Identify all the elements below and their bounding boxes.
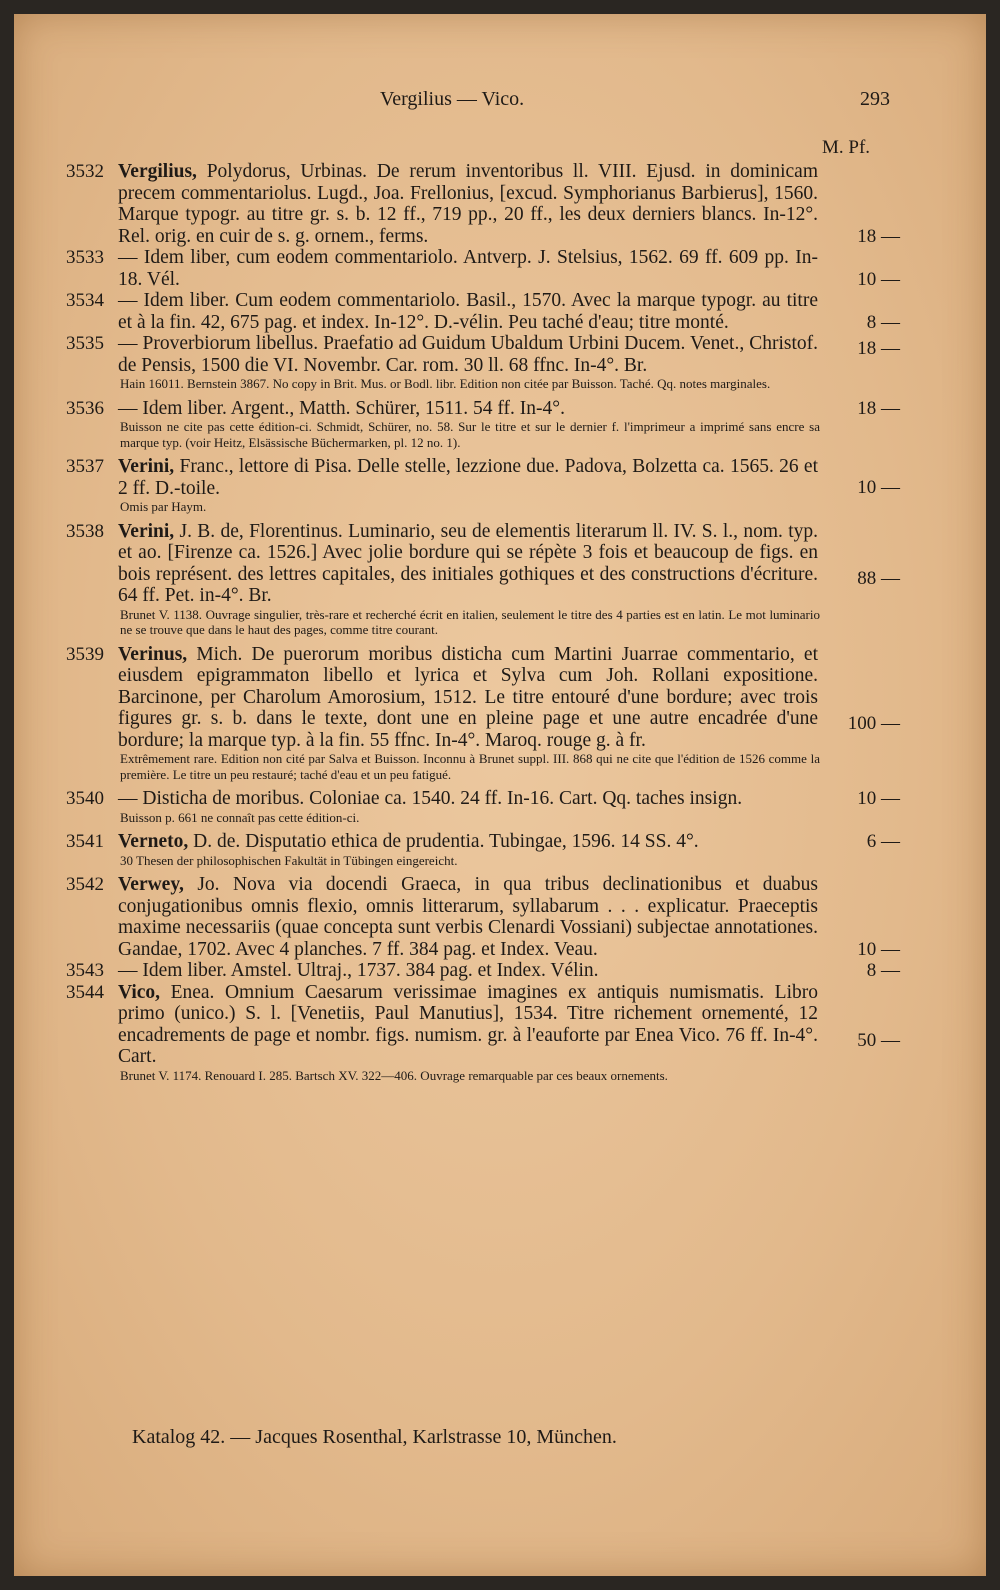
entry-price: 10 — (857, 477, 900, 498)
catalog-entry (14, 290, 986, 333)
entry-number: 3540 (66, 788, 104, 809)
catalog-footer: Katalog 42. — Jacques Rosenthal, Karlstrasse 10, München. (132, 1426, 617, 1448)
entry-number: 3542 (66, 874, 104, 895)
entry-text: D. de. Disputatio ethica de prudentia. Tubingae, 1596. 14 SS. 4°. (188, 831, 699, 852)
entry-text: Polydorus, Urbinas. De rerum inventoribus ll. VIII. Ejusd. in dominicam precem commentariolus. Lugd., Joa. Frellonius, [excud. Symphorianus Barbierus], 1560. Marque typogr. au titre gr. s. b. 12 ff., 719 pp., 20 ff., les deux derniers blancs. In-12°. Rel. orig. en cuir de s. g. ornem., ferms. (118, 161, 818, 247)
entry-number: 3544 (66, 981, 104, 1003)
catalog-entry (14, 247, 986, 290)
entry-list (14, 161, 986, 1083)
page-number: 293 (860, 88, 890, 110)
entry-description (118, 161, 818, 247)
entry-description (118, 874, 818, 960)
entry-number: 3539 (66, 643, 104, 665)
entry-text: Jo. Nova via docendi Graeca, in qua tribus declinationibus et duabus conjugationibus omnis flexio, omnis litterarum, syllabarum . . . explicatur. Praeceptis maxime necessariis (quae concepta sunt verbis Clenardi Vossiani) subjectae annotationes. Gandae, 1702. Avec 4 planches. 7 ff. 384 pag. et Index. Veau. (118, 874, 818, 960)
entry-text: — Disticha de moribus. Coloniae ca. 1540. 24 ff. In-16. Cart. Qq. taches insign. (118, 788, 743, 809)
entry-note: Extrêmement rare. Edition non cité par Salva et Buisson. Inconnu à Brunet suppl. III. 868 qui ne cite que l'édition de 1526 comme la première. Le titre un peu restauré; taché d'eau et un peu fatigué. (120, 751, 820, 782)
running-header (14, 88, 986, 118)
entry-text: — Idem liber, cum eodem commentariolo. Antverp. J. Stelsius, 1562. 69 ff. 609 pp. In-18. Vél. (118, 247, 818, 290)
entry-price: 88 — (857, 568, 900, 589)
entry-text: — Idem liber. Cum eodem commentariolo. Basil., 1570. Avec la marque typogr. au titre et à la fin. 42, 675 pag. et index. In-12°. D.-vélin. Peu taché d'eau; titre monté. (118, 290, 818, 333)
price-column-header: M. Pf. (822, 137, 871, 158)
entry-text: — Idem liber. Amstel. Ultraj., 1737. 384 pag. et Index. Vélin. (118, 960, 599, 981)
entry-price: 18 — (857, 338, 900, 359)
entry-note: 30 Thesen der philosophischen Fakultät in Tübingen eingereicht. (120, 852, 458, 868)
entry-description (118, 456, 818, 499)
catalog-entry (14, 644, 986, 783)
catalog-entry (14, 960, 986, 982)
author-name: Verneto, (118, 831, 189, 852)
entry-note: Buisson ne cite pas cette édition-ci. Schmidt, Schürer, no. 58. Sur le titre et sur le dernier f. l'imprimeur a imprimé sans encre sa marque typ. (voir Heitz, Elsässische Büchermarken, pl. 12 no. 1). (120, 419, 820, 450)
entry-text: — Idem liber. Argent., Matth. Schürer, 1511. 54 ff. In-4°. (118, 397, 565, 419)
entry-text: J. B. de, Florentinus. Luminario, seu de elementis literarum ll. IV. S. l., nom. typ. et ao. [Firenze ca. 1526.] Avec jolie bordure qui se répète 3 fois et beaucoup de figs. en bois représent. des lettres capitales, des initiales gothiques et des constructions d'écriture. 64 ff. Pet. in-4°. Br. (118, 520, 818, 606)
entry-number: 3538 (66, 520, 104, 542)
entry-price: 8 — (866, 311, 900, 333)
entry-description (118, 290, 818, 333)
entry-number: 3536 (66, 397, 104, 419)
author-name: Verwey, (118, 874, 184, 895)
entry-price: 10 — (857, 268, 900, 290)
catalog-page (14, 14, 986, 1576)
entry-description (118, 398, 818, 420)
author-name: Verinus, (118, 643, 188, 665)
entry-price: 18 — (857, 225, 900, 247)
catalog-entry (14, 333, 986, 392)
catalog-entry (14, 831, 986, 868)
running-title: Vergilius — Vico. (380, 88, 525, 110)
entry-price: 18 — (857, 397, 900, 419)
catalog-entry (14, 161, 986, 247)
catalog-entry (14, 982, 986, 1084)
entry-number: 3532 (66, 161, 104, 182)
entry-text: Enea. Omnium Caesarum verissimae imagines ex antiquis numismatis. Libro primo (unico.) S. l. [Venetiis, Paul Manutius], 1534. Titre richement ornementé, 12 encadrements de page et nombr. figs. numism. gr. à l'eauforte par Enea Vico. 76 ff. In-4°. Cart. (118, 981, 818, 1067)
catalog-entry (14, 521, 986, 638)
entry-description (118, 247, 818, 290)
entry-text: — Proverbiorum libellus. Praefatio ad Guidum Ubaldum Urbini Ducem. Venet., Christof. de Pensis, 1500 die VI. Novembr. Car. rom. 30 ll. 68 ffnc. In-4°. Br. (118, 333, 818, 376)
entry-note: Brunet V. 1174. Renouard I. 285. Bartsch XV. 322—406. Ouvrage remarquable par ces beaux ornements. (120, 1067, 668, 1083)
entry-description (118, 960, 818, 982)
entry-description (118, 788, 818, 810)
entry-text: Franc., lettore di Pisa. Delle stelle, lezzione due. Padova, Bolzetta ca. 1565. 26 et 2 ff. D.-toile. (118, 456, 818, 499)
author-name: Verini, (118, 520, 175, 542)
entry-price: 8 — (866, 960, 900, 981)
entry-price: 10 — (857, 787, 900, 809)
entry-note: Buisson p. 661 ne connaît pas cette édition-ci. (120, 809, 360, 825)
author-name: Vergilius, (118, 161, 197, 182)
entry-number: 3541 (66, 831, 104, 852)
entry-note: Omis par Haym. (120, 499, 207, 514)
entry-description (118, 982, 818, 1068)
entry-price: 100 — (847, 712, 900, 734)
entry-note: Brunet V. 1138. Ouvrage singulier, très-rare et recherché écrit en italien, seulement le titre des 4 parties est en latin. Le mot luminario ne se trouve que dans le haut des pages, comme titre courant. (120, 606, 820, 637)
author-name: Verini, (118, 456, 175, 477)
entry-number: 3534 (66, 290, 104, 311)
entry-price: 10 — (857, 938, 900, 960)
entry-description (118, 831, 818, 853)
author-name: Vico, (118, 981, 161, 1003)
entry-text: Mich. De puerorum moribus disticha cum Martini Juarrae commentario, et eiusdem epigrammaton libello et lyrica et Sylva cum Joh. Rollani expositione. Barcinone, per Charolum Amorosium, 1512. Le titre entouré d'une bordure; avec trois figures gr. s. b. dans le texte, dont une en pleine page et une autre encadrée d'une bordure; la marque typ. à la fin. 55 ffnc. In-4°. Maroq. rouge g. à fr. (118, 643, 818, 751)
entry-description (118, 333, 818, 376)
entry-description (118, 521, 818, 607)
entry-number: 3537 (66, 456, 104, 477)
catalog-entry (14, 788, 986, 825)
entry-description (118, 644, 818, 752)
entry-price: 50 — (857, 1029, 900, 1051)
entry-number: 3533 (66, 247, 104, 268)
entry-note: Hain 16011. Bernstein 3867. No copy in Brit. Mus. or Bodl. libr. Edition non citée par Buisson. Taché. Qq. notes marginales. (120, 376, 771, 391)
catalog-entry (14, 874, 986, 960)
catalog-entry (14, 456, 986, 515)
catalog-entry (14, 398, 986, 451)
entry-price: 6 — (866, 830, 900, 852)
entry-number: 3535 (66, 333, 104, 354)
entry-number: 3543 (66, 960, 104, 981)
